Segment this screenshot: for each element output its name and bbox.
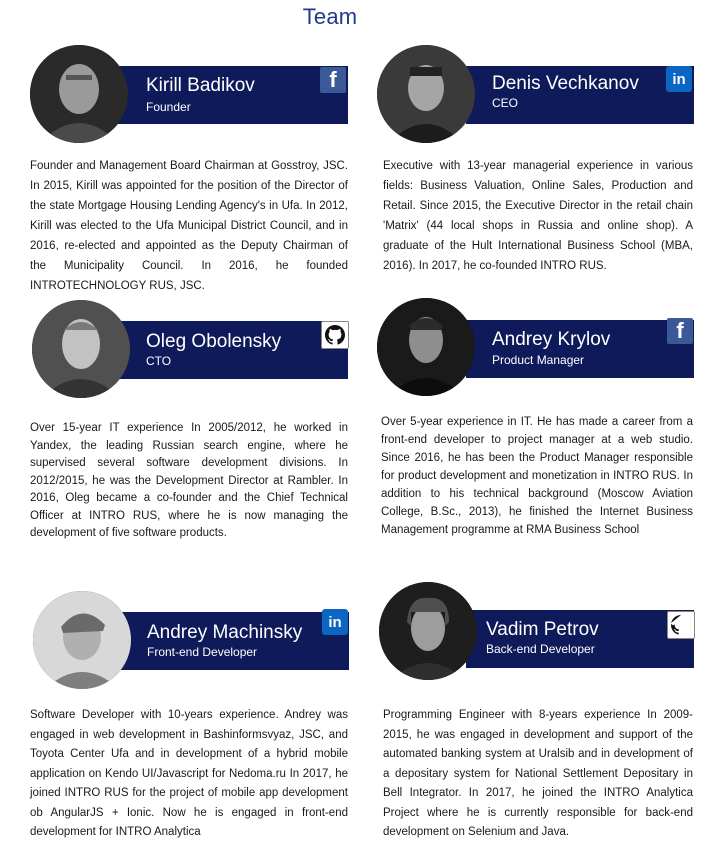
- member-role: CTO: [146, 354, 172, 368]
- member-photo: [377, 45, 475, 143]
- linkedin-icon[interactable]: in: [322, 609, 348, 635]
- name-banner: [118, 321, 348, 379]
- member-photo: [379, 582, 477, 680]
- member-bio: Software Developer with 10-years experience. Andrey was engaged in web development in Bashinformsvyaz, JSC, and Toyota Center Ufa and in development of a hybrid mobile application on Kendo UI/Javascript for Nedoma.ru In 2017, he joined INTRO RUS for the project of mobile app development ob AngularJS + Ionic. Now he is engaged in front-end development for INTRO Analytica: [30, 709, 348, 838]
- member-name: Denis Vechkanov: [492, 73, 639, 94]
- member-photo: [32, 300, 130, 398]
- member-role: Founder: [146, 100, 191, 114]
- member-photo: [30, 45, 128, 143]
- member-bio: Founder and Management Board Chairman at Gosstroy, JSC. In 2015, Kirill was appointed for the position of the Director of the state Mortgage Housing Lending Agency's in Ufa. In 2012, Kirill was elected to the Ufa Municipal District Council, and in 2016, re-elected and appointed as the Deputy Chairman of the Municipality Council. In 2016, he founded INTROTECHNOLOGY RUS, JSC.: [30, 160, 348, 292]
- member-bio: Over 5-year experience in IT. He has made a career from a front-end developer to project manager at a web studio. Since 2016, he has been the Product Manager responsible for product development and monetization in INTRO RUS. In addition to his technical background (Moscow Aviation College, B.Sc., 2013), he finished the Internet Business Management programme at RMA Business School: [381, 416, 693, 536]
- page-title: Team: [302, 4, 358, 29]
- name-banner: [118, 612, 349, 670]
- member-name: Kirill Badikov: [146, 75, 255, 96]
- member-role: Front-end Developer: [147, 645, 258, 659]
- member-name: Vadim Petrov: [486, 619, 599, 640]
- member-photo: [33, 591, 131, 689]
- github-icon[interactable]: [321, 321, 349, 349]
- member-photo: [377, 298, 475, 396]
- facebook-icon[interactable]: f: [667, 318, 693, 344]
- member-role: Product Manager: [492, 353, 585, 367]
- member-role: Back-end Developer: [486, 642, 595, 656]
- member-name: Andrey Krylov: [492, 329, 611, 350]
- name-banner: [466, 66, 694, 124]
- name-banner: [466, 320, 694, 378]
- github-icon[interactable]: [667, 611, 695, 639]
- member-bio: Executive with 13-year managerial experience in various fields: Business Valuation, Online Sales, Production and Retail. Since 2015, the Executive Director in the retail chain 'Matrix' (44 local shops in Russia and online shop). A graduate of the Hult International Business School (MBA, 2016). In 2017, he co-founded INTRO RUS.: [383, 160, 693, 272]
- facebook-icon[interactable]: f: [320, 67, 346, 93]
- member-bio: Over 15-year IT experience In 2005/2012, he worked in Yandex, the leading Russian search engine, where he supervised several software development divisions. In 2012/2015, he was the Development Director at Rambler. In 2016, Oleg became a co-founder and the Chief Technical Officer at INTRO RUS, where he is now managing the development of five software products.: [30, 422, 348, 539]
- name-banner: [118, 66, 348, 124]
- member-role: CEO: [492, 96, 519, 110]
- linkedin-icon[interactable]: in: [666, 66, 692, 92]
- name-banner: [466, 610, 694, 668]
- member-bio: Programming Engineer with 8-years experience In 2009-2015, he was engaged in development and support of the automated banking system at Uralsib and in development of a depositary system for National Settlement Depositary in Bell Integrator. In 2017, he joined the INTRO Analytica Project where he is currently responsible for back-end development on Selenium and Java.: [383, 709, 693, 838]
- member-name: Oleg Obolensky: [146, 331, 282, 352]
- member-name: Andrey Machinsky: [147, 622, 303, 643]
